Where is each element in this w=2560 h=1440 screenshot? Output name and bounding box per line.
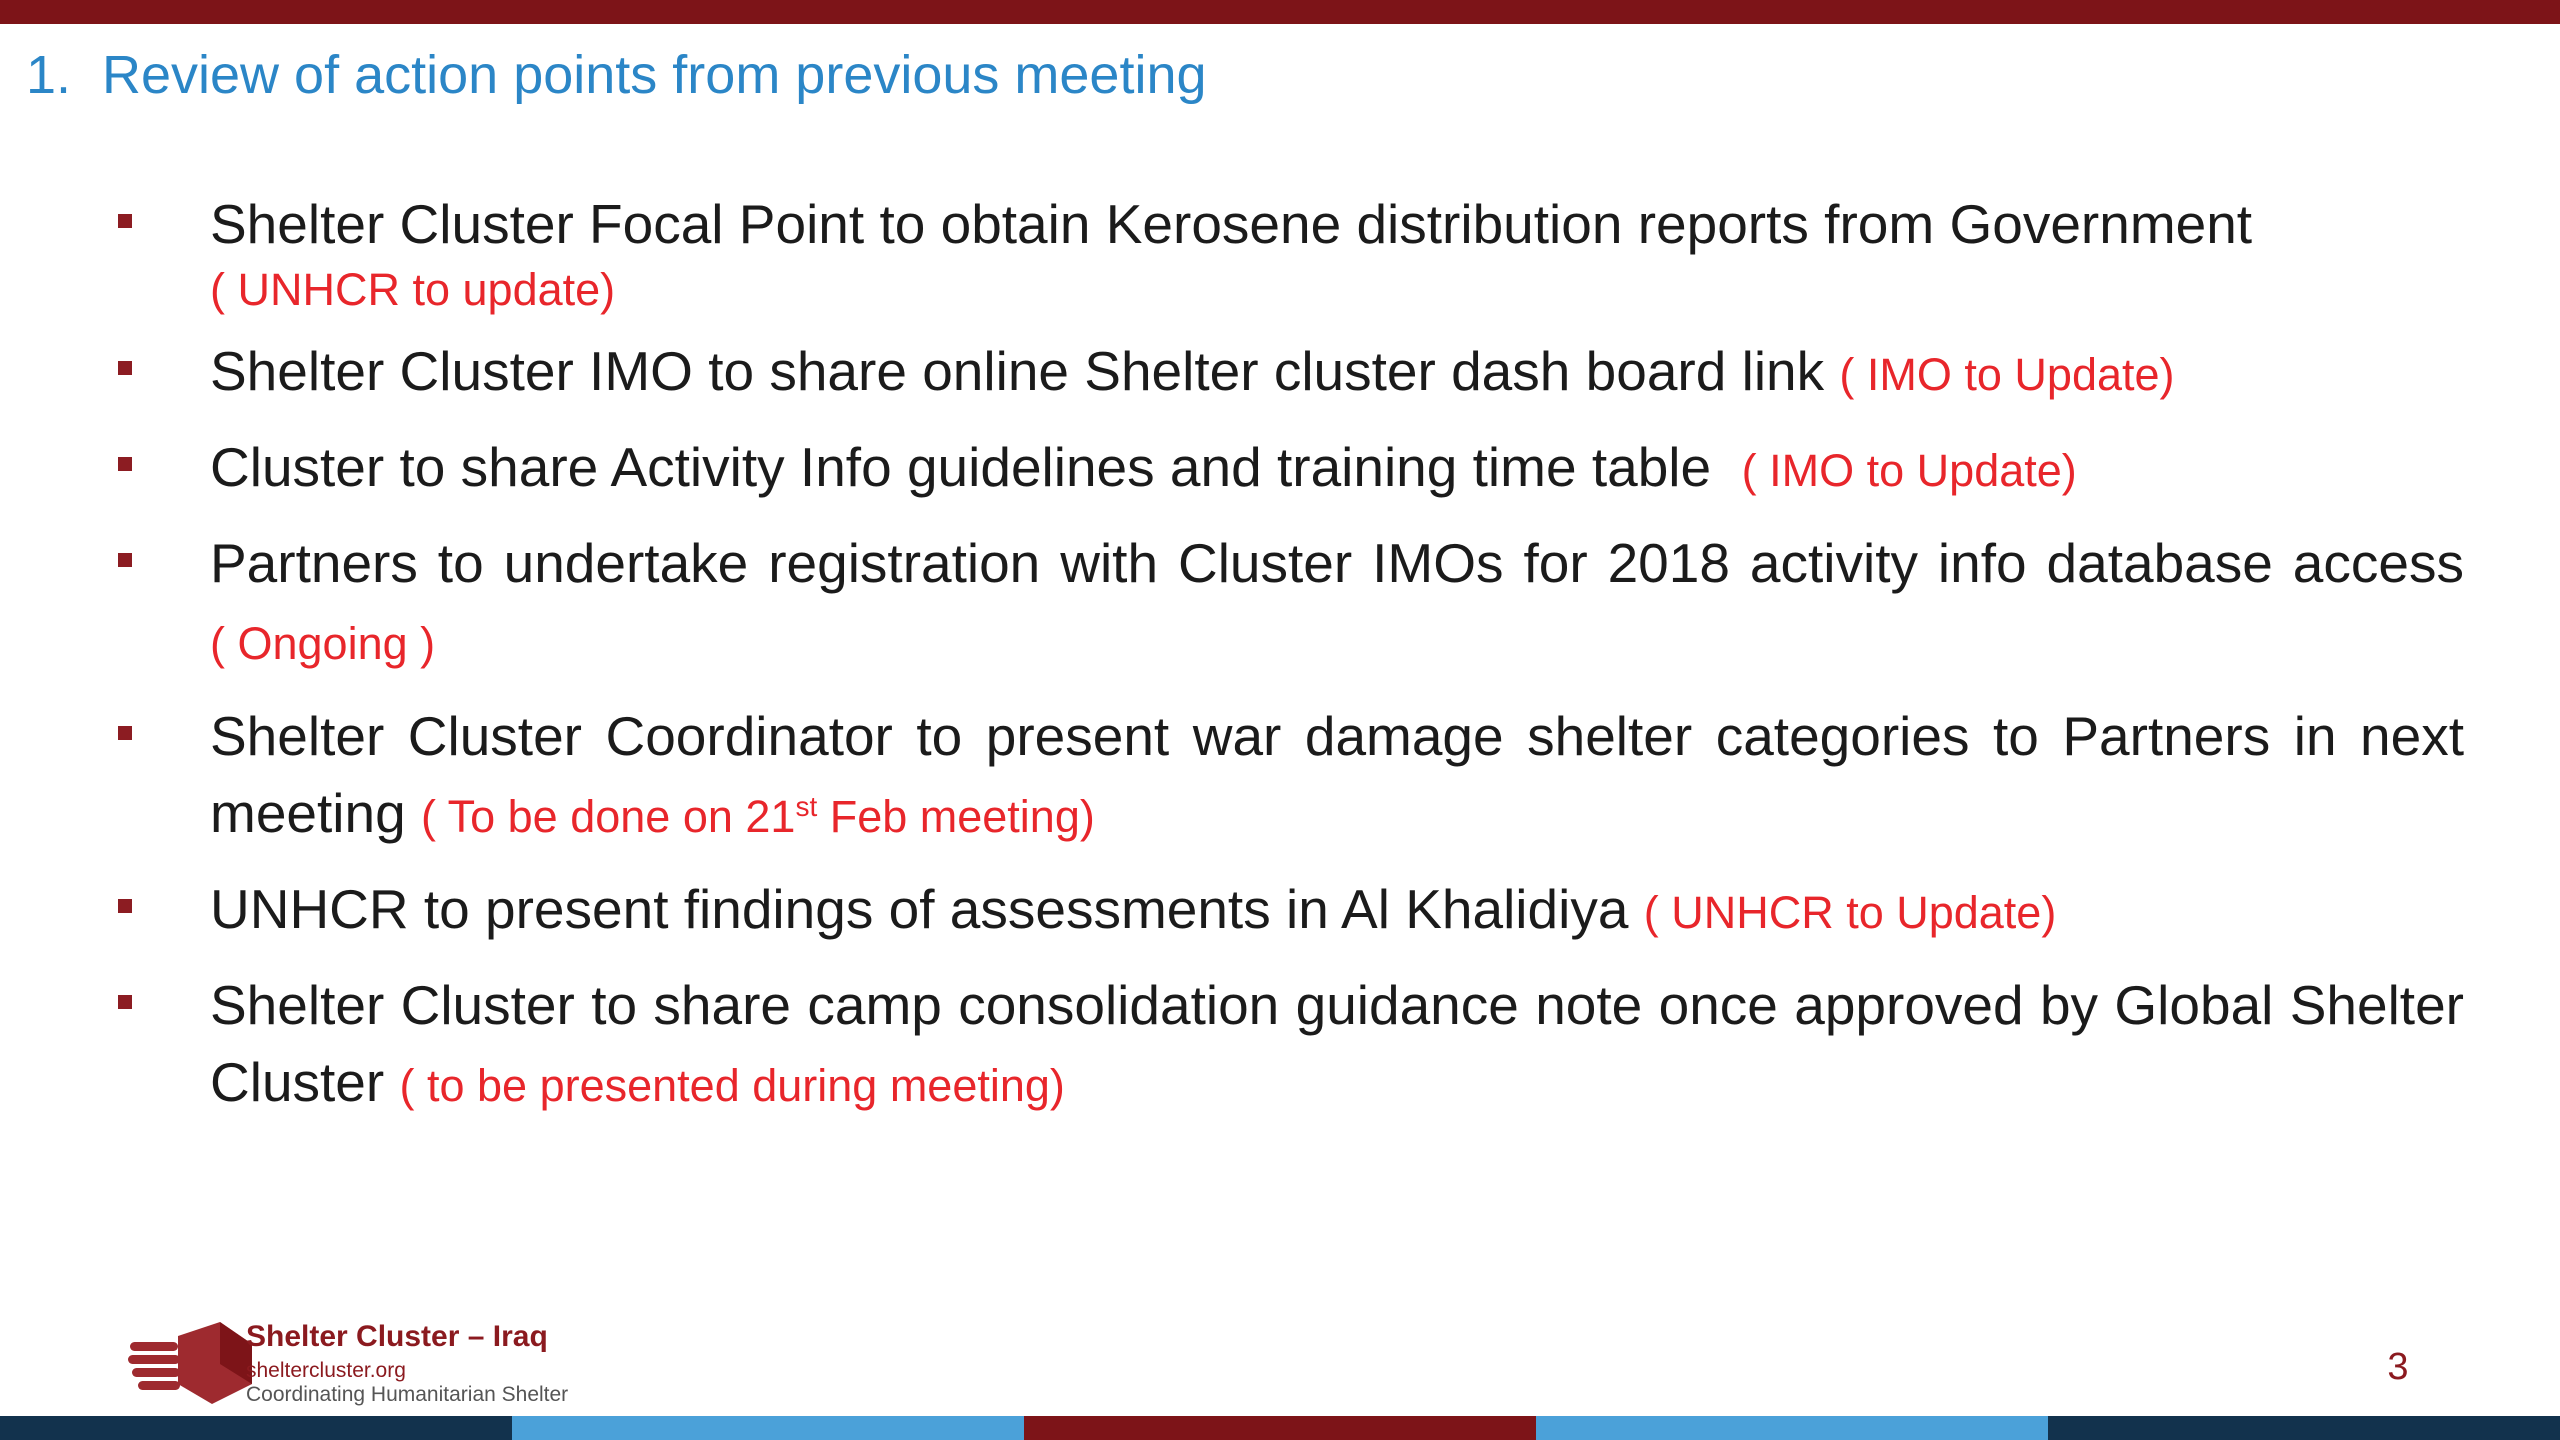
action-points-list — [112, 186, 2464, 1140]
square-bullet-icon — [118, 214, 132, 228]
action-point — [112, 333, 2464, 413]
action-point-status — [421, 791, 1095, 842]
action-point — [112, 525, 2464, 682]
org-website: sheltercluster.org — [246, 1359, 406, 1382]
action-point — [112, 871, 2464, 951]
slide-title-number: 1. — [26, 45, 72, 105]
action-point — [112, 186, 2464, 317]
action-point-text: UNHCR to present findings of assessments in Al Khalidiya — [210, 878, 1629, 940]
action-point-text-block — [210, 186, 2464, 317]
status-text-start: ( To be done on 21 — [420, 791, 796, 842]
action-point-text-block — [210, 698, 2464, 855]
strip-segment-blue — [1536, 1416, 2048, 1440]
top-accent-bar — [0, 0, 2560, 24]
square-bullet-icon — [118, 553, 132, 567]
strip-segment-blue — [512, 1416, 1024, 1440]
strip-segment-navy — [0, 1416, 512, 1440]
action-point — [112, 698, 2464, 855]
square-bullet-icon — [118, 899, 132, 913]
strip-segment-red — [1024, 1416, 1536, 1440]
slide-title — [26, 44, 1207, 106]
square-bullet-icon — [118, 361, 132, 375]
action-point-status: ( Ongoing ) — [210, 618, 436, 669]
action-point-text: Shelter Cluster to share camp consolidation guidance note once approved by Global Shelter Cluster — [210, 974, 2464, 1113]
action-point-text: Partners to undertake registration with Cluster IMOs for 2018 activity info database access — [210, 532, 2464, 594]
action-point-status: ( UNHCR to Update) — [1643, 887, 2057, 938]
status-text-end: Feb meeting) — [817, 791, 1095, 842]
action-point — [112, 967, 2464, 1124]
bottom-color-strip — [0, 1416, 2560, 1440]
action-point-text-block — [210, 429, 2464, 509]
action-point-text-block — [210, 871, 2464, 951]
action-point-status: ( to be presented during meeting) — [399, 1060, 1065, 1111]
action-point-text: Shelter Cluster Coordinator to present war damage shelter categories to Partners in next meeting — [210, 705, 2464, 844]
status-superscript: st — [795, 791, 818, 822]
action-point-status: ( IMO to Update) — [1839, 349, 2175, 400]
hand-house-logo-icon — [128, 1322, 252, 1406]
action-point-status: ( IMO to Update) — [1741, 445, 2077, 496]
action-point-text-block — [210, 333, 2464, 413]
org-tagline: Coordinating Humanitarian Shelter — [246, 1383, 569, 1406]
action-point — [112, 429, 2464, 509]
action-point-text: Cluster to share Activity Info guidelines and training time table — [210, 436, 1712, 498]
square-bullet-icon — [118, 726, 132, 740]
square-bullet-icon — [118, 995, 132, 1009]
action-point-status: ( UNHCR to update) — [210, 264, 616, 315]
action-point-text-block — [210, 967, 2464, 1124]
action-point-text: Shelter Cluster IMO to share online Shelter cluster dash board link — [210, 340, 1825, 402]
footer-organization — [246, 1322, 568, 1405]
slide-title-text: Review of action points from previous meeting — [102, 45, 1207, 105]
square-bullet-icon — [118, 457, 132, 471]
action-point-text: Shelter Cluster Focal Point to obtain Kerosene distribution reports from Government — [210, 193, 2253, 255]
org-name: Shelter Cluster – Iraq — [246, 1320, 548, 1353]
action-point-text-block — [210, 525, 2464, 682]
page-number: 3 — [2387, 1346, 2409, 1388]
strip-segment-navy — [2048, 1416, 2560, 1440]
